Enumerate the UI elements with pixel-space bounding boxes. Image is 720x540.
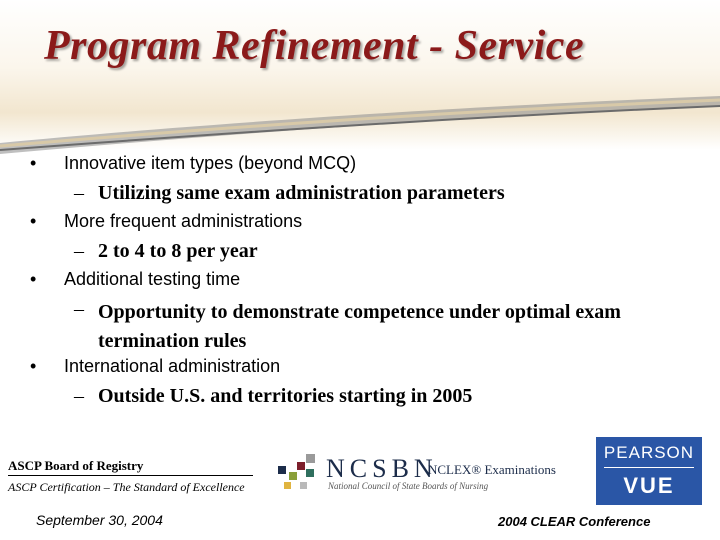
ascp-tagline: ASCP Certification – The Standard of Excellence [8,480,245,494]
sub-bullet-marker: – [74,298,84,320]
sub-bullet-item [30,182,710,211]
pearson-vue-logo [596,437,702,505]
pearson-name: PEARSON [603,443,695,462]
pearson-divider [604,467,694,468]
footer-date: September 30, 2004 [36,512,163,528]
title-swoosh-decoration [0,88,720,158]
sub-bullet-item [30,385,710,414]
sub-bullet-marker: – [74,182,84,204]
bullet-marker: • [30,269,37,289]
bullet-text: Additional testing time [64,269,241,289]
bullet-item [30,153,710,182]
ncsbn-squares-icon [276,452,320,492]
pearson-vue-text: VUE [623,473,675,498]
footer-conference: 2004 CLEAR Conference [498,514,651,529]
ncsbn-wordmark: NCSBN [326,454,438,483]
bullet-item [30,269,710,298]
bullet-list [30,153,710,414]
nclex-text: NCLEX® Examinations [428,462,556,477]
bullet-item [30,211,710,240]
sub-bullet-text: 2 to 4 to 8 per year [98,240,258,262]
bullet-text: More frequent administrations [64,211,303,231]
bullet-text: International administration [64,356,281,376]
sub-bullet-text: Opportunity to demonstrate competence under optimal exam termination rules [98,301,621,352]
sub-bullet-marker: – [74,240,84,262]
bullet-item [30,356,710,385]
sub-bullet-item [30,298,710,356]
bullet-marker: • [30,356,37,376]
sub-bullet-text: Utilizing same exam administration parameters [98,182,505,204]
ascp-logo [8,458,253,495]
sub-bullet-text: Outside U.S. and territories starting in 2005 [98,385,473,407]
bullet-marker: • [30,211,37,231]
ascp-name: ASCP Board of Registry [8,458,253,476]
sub-bullet-marker: – [74,385,84,407]
bullet-marker: • [30,153,37,173]
ncsbn-logo [276,452,576,494]
slide-title: Program Refinement - Service [44,23,585,69]
ncsbn-council-text: National Council of State Boards of Nursing [328,481,489,491]
bullet-text: Innovative item types (beyond MCQ) [64,153,357,173]
sub-bullet-item [30,240,710,269]
